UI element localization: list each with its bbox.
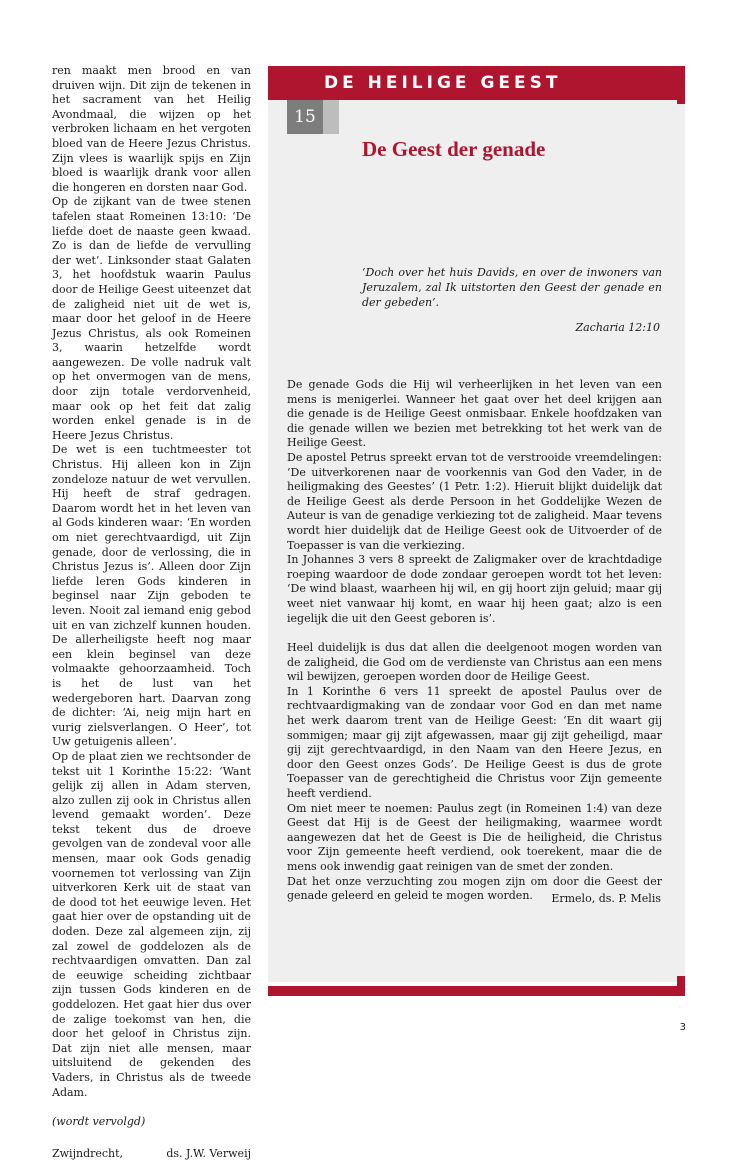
continued-note: (wordt vervolgd) <box>52 1115 146 1129</box>
article-paragraph: De apostel Petrus spreekt ervan tot de verstrooide vreemdelingen: ‘De uitverkorenen naar de voorkennis van God den Vader, in de heiligmaking des Geestes’ (1 Petr. 1:2). Hieruit blijkt duidelijk dat de Heilige Geest als derde Persoon in het Goddelijke Wezen de Auteur is van de genadige verkiezing tot de zaligheid. Maar tevens wordt hier duidelijk dat de Heilige Geest ook de Uitvoerder of de Toepasser is van die verkiezing. <box>287 450 662 552</box>
signature-place: Zwijndrecht, <box>52 1146 124 1160</box>
signature-author: ds. J.W. Verweij <box>166 1146 251 1160</box>
left-paragraph: Op de zijkant van de twee stenen tafelen staat Romeinen 13:10: ‘De liefde doet de naaste geen kwaad. Zo is dan de liefde de vervulling der wet’. Linksonder staat Galaten 3, het hoofdstuk waarin Paulus door de Heilige Geest uiteenzet dat de zaligheid niet uit de wet is, maar door het geloof in de Heere Jezus Christus, als ook Romeinen 3, waarin hetzelfde wordt aangewezen. De volle nadruk valt op het onvermogen van de mens, door zijn totale verdorvenheid, maar ook op het feit dat zalig worden enkel genade is in de Heere Jezus Christus. <box>52 195 251 442</box>
article-paragraph: Dat het onze verzuchting zou mogen zijn om door die Geest der genade geleerd en geleid te mogen worden. <box>287 874 662 903</box>
article-body <box>287 378 662 904</box>
article-paragraph: In 1 Korinthe 6 vers 11 spreekt de apostel Paulus over de rechtvaardigmaking van de zondaar voor God en dan met name het werk daarom trent van de Heilige Geest: ‘En dit waart gij sommigen; maar gij zijt afgewassen, maar gij zijt geheiligd, maar gij zijt gerechtvaardigd, in den Naam van den Heere Jezus, en door den Geest onzes Gods’. De Heilige Geest is dus de grote Toepasser van de gerechtigheid die Christus voor Zijn gemeente heeft verdiend. <box>287 684 662 801</box>
issue-badge-shade <box>323 100 339 134</box>
article-paragraph: De genade Gods die Hij wil verheerlijken in het leven van een mens is menigerlei. Wanneer het gaat over het deel krijgen aan die genade is de Heilige Geest onmisbaar. Enkele hoofdzaken van die genade willen we bezien met betrekking tot het werk van de Heilige Geest. <box>287 378 662 450</box>
article-signoff: Ermelo, ds. P. Melis <box>551 892 661 905</box>
left-column <box>52 64 251 1161</box>
scripture-reference: Zacharia 12:10 <box>575 321 660 334</box>
scripture-quote: ‘Doch over het huis Davids, en over de inwoners van Jeruzalem, zal Ik uitstorten den Geest der genade en der gebeden’. <box>362 266 662 309</box>
section-header <box>268 66 685 100</box>
left-paragraph: Op de plaat zien we rechtsonder de tekst uit 1 Korinthe 15:22: ‘Want gelijk zij allen in Adam sterven, alzo zullen zij ook in Christus allen levend gemaakt worden’. Deze tekst tekent dus de droeve gevolgen van de zondeval voor alle mensen, maar ook Gods genadig voornemen tot verlossing van Zijn uitverkoren Kerk uit de staat van de dood tot het eeuwige leven. Het gaat hier over de opstanding uit de doden. Deze zal algemeen zijn, zij zal zowel de goddelozen als de rechtvaardigen omvatten. Dan zal de eeuwige scheiding zichtbaar zijn tussen Gods kinderen en de goddelozen. Het gaat hier dus over de zalige toekomst van hen, die door het geloof in Christus zijn. Dat zijn niet alle mensen, maar uitsluitend de gekenden des Vaders, in Christus als de tweede Adam. <box>52 749 251 1099</box>
section-title: DE HEILIGE GEEST <box>324 73 562 93</box>
article-paragraph: Heel duidelijk is dus dat allen die deelgenoot mogen worden van de zaligheid, die God om de verdienste van Christus aan een mens wil bewijzen, geroepen worden door de Heilige Geest. <box>287 641 662 684</box>
footer-bar <box>268 986 685 996</box>
article-paragraph: In Johannes 3 vers 8 spreekt de Zaligmaker over de krachtdadige roeping waardoor de dode zondaar geroepen wordt tot het leven: ‘De wind blaast, waarheen hij wil, en gij hoort zijn geluid; maar gij weet niet vanwaar hij komt, en waar hij heen gaat; alzo is een iegelijk die uit den Geest geboren is’. <box>287 553 662 625</box>
left-signature <box>52 1147 251 1161</box>
left-paragraph: ren maakt men brood en van druiven wijn. Dit zijn de tekenen in het sacrament van het Heilig Avondmaal, die wijzen op het verbroken lichaam en het vergoten bloed van de Heere Jezus Christus. Zijn vlees is waarlijk spijs en Zijn bloed is waarlijk drank voor allen die hongeren en dorsten naar God. <box>52 64 251 194</box>
issue-number-badge: 15 <box>287 100 323 134</box>
left-paragraph: De wet is een tuchtmeester tot Christus. Hij alleen kon in Zijn zondeloze natuur de wet vervullen. Hij heeft de straf gedragen. Daarom wordt het in het leven van al Gods kinderen waar: ‘En worden om niet gerechtvaardigd, uit Zijn genade, door de verlossing, die in Christus Jezus is’. Alleen door Zijn liefde leren Gods kinderen in beginsel naar Zijn geboden te leven. Nooit zal iemand enig gebod uit en van zichzelf kunnen houden. De allerheiligste heeft nog maar een klein beginsel van deze volmaakte gehoorzaamheid. Toch is het de lust van het wedergeboren hart. Daarvan zong de dichter: ‘Ai, neig mijn hart en vurig zielsverlangen. O Heer’, tot Uw getuigenis alleen’. <box>52 443 251 749</box>
page-number: 3 <box>679 1022 686 1033</box>
article-title: De Geest der genade <box>362 137 546 161</box>
article-paragraph: Om niet meer te noemen: Paulus zegt (in Romeinen 1:4) van deze Geest dat Hij is de Geest der heiligmaking, waarmee wordt aangewezen dat het de Geest is Die de heiligheid, die Christus voor Zijn gemeente heeft verdiend, ook toerekent, maar die de mens ook inwendig gaat reinigen van de smet der zonden. <box>287 801 662 873</box>
